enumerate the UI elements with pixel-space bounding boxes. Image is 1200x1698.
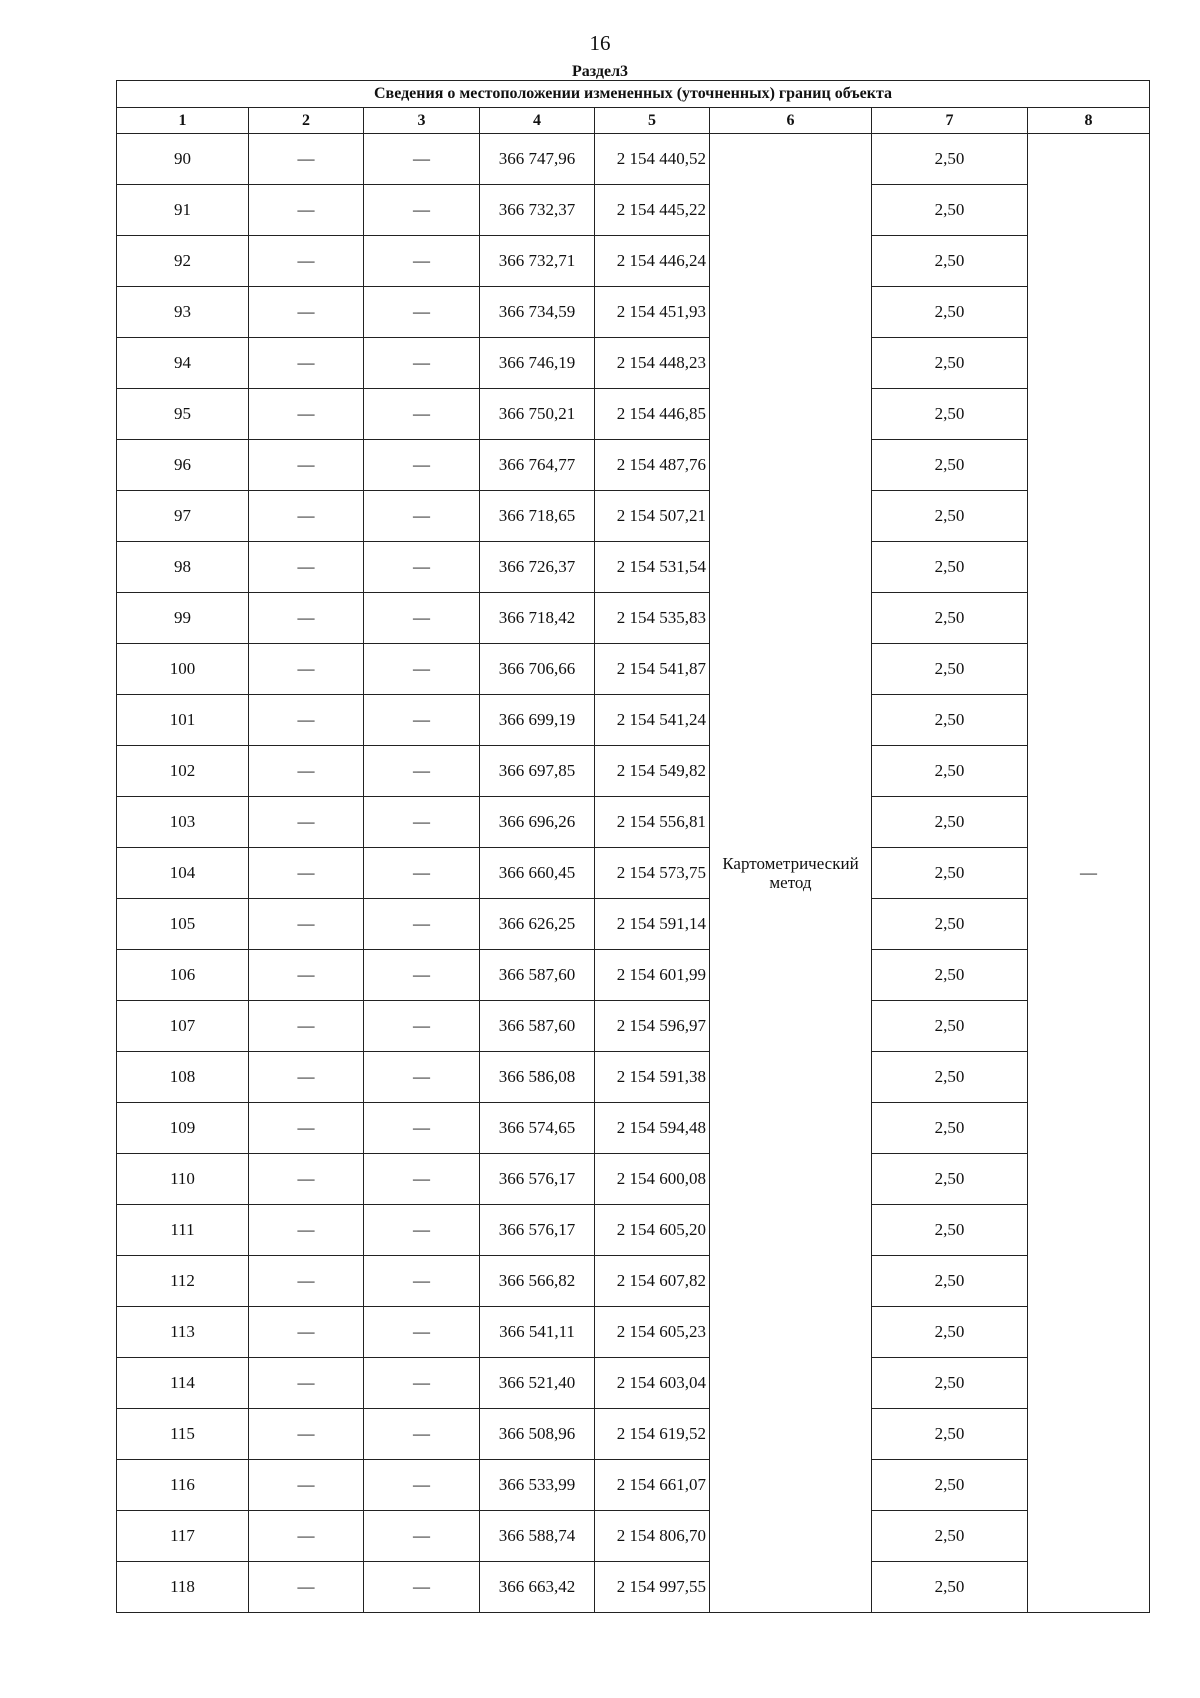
dash-cell: — [249,134,364,185]
y-coordinate-cell: 2 154 541,24 [595,695,710,746]
x-coordinate-cell: 366 588,74 [480,1511,595,1562]
point-number-cell: 104 [117,848,249,899]
point-number-cell: 111 [117,1205,249,1256]
x-coordinate-cell: 366 764,77 [480,440,595,491]
table-row [117,1409,1150,1460]
y-coordinate-cell: 2 154 448,23 [595,338,710,389]
x-coordinate-cell: 366 660,45 [480,848,595,899]
x-coordinate-cell: 366 566,82 [480,1256,595,1307]
table-row [117,848,1150,899]
error-cell: 2,50 [872,695,1028,746]
point-number-cell: 100 [117,644,249,695]
y-coordinate-cell: 2 154 591,14 [595,899,710,950]
table-row [117,1103,1150,1154]
point-number-cell: 92 [117,236,249,287]
error-cell: 2,50 [872,1001,1028,1052]
error-cell: 2,50 [872,899,1028,950]
y-coordinate-cell: 2 154 487,76 [595,440,710,491]
error-cell: 2,50 [872,1562,1028,1613]
x-coordinate-cell: 366 747,96 [480,134,595,185]
dash-cell: — [249,1154,364,1205]
x-coordinate-cell: 366 533,99 [480,1460,595,1511]
dash-cell: — [364,1562,480,1613]
table-caption: Сведения о местоположении измененных (уточненных) границ объекта [117,81,1150,108]
table-row [117,134,1150,185]
boundary-coordinates-table [116,80,1150,1613]
error-cell: 2,50 [872,338,1028,389]
error-cell: 2,50 [872,1511,1028,1562]
error-cell: 2,50 [872,797,1028,848]
x-coordinate-cell: 366 706,66 [480,644,595,695]
dash-cell: — [364,1409,480,1460]
dash-cell: — [364,542,480,593]
dash-cell: — [249,593,364,644]
x-coordinate-cell: 366 521,40 [480,1358,595,1409]
y-coordinate-cell: 2 154 446,85 [595,389,710,440]
dash-cell: — [364,1001,480,1052]
point-number-cell: 106 [117,950,249,1001]
dash-cell: — [364,797,480,848]
table-row [117,695,1150,746]
x-coordinate-cell: 366 718,42 [480,593,595,644]
x-coordinate-cell: 366 732,71 [480,236,595,287]
error-cell: 2,50 [872,542,1028,593]
dash-cell: — [249,848,364,899]
y-coordinate-cell: 2 154 601,99 [595,950,710,1001]
column-number: 6 [710,108,872,134]
error-cell: 2,50 [872,593,1028,644]
point-number-cell: 115 [117,1409,249,1460]
column-number-row [117,108,1150,134]
table-row [117,236,1150,287]
y-coordinate-cell: 2 154 446,24 [595,236,710,287]
point-number-cell: 112 [117,1256,249,1307]
y-coordinate-cell: 2 154 541,87 [595,644,710,695]
y-coordinate-cell: 2 154 594,48 [595,1103,710,1154]
error-cell: 2,50 [872,236,1028,287]
error-cell: 2,50 [872,1256,1028,1307]
dash-cell: — [364,1460,480,1511]
dash-cell: — [364,491,480,542]
x-coordinate-cell: 366 726,37 [480,542,595,593]
table-row [117,1562,1150,1613]
dash-cell: — [249,1052,364,1103]
y-coordinate-cell: 2 154 535,83 [595,593,710,644]
error-cell: 2,50 [872,1205,1028,1256]
point-number-cell: 103 [117,797,249,848]
x-coordinate-cell: 366 508,96 [480,1409,595,1460]
y-coordinate-cell: 2 154 556,81 [595,797,710,848]
point-number-cell: 118 [117,1562,249,1613]
point-number-cell: 98 [117,542,249,593]
error-cell: 2,50 [872,644,1028,695]
y-coordinate-cell: 2 154 531,54 [595,542,710,593]
dash-cell: — [249,440,364,491]
dash-cell: — [364,287,480,338]
dash-cell: — [249,1103,364,1154]
x-coordinate-cell: 366 718,65 [480,491,595,542]
table-row [117,1052,1150,1103]
table-row [117,338,1150,389]
y-coordinate-cell: 2 154 605,23 [595,1307,710,1358]
point-number-cell: 99 [117,593,249,644]
y-coordinate-cell: 2 154 661,07 [595,1460,710,1511]
x-coordinate-cell: 366 586,08 [480,1052,595,1103]
x-coordinate-cell: 366 587,60 [480,1001,595,1052]
point-number-cell: 102 [117,746,249,797]
y-coordinate-cell: 2 154 451,93 [595,287,710,338]
x-coordinate-cell: 366 576,17 [480,1205,595,1256]
table-row [117,1307,1150,1358]
table-row [117,644,1150,695]
table-row [117,491,1150,542]
point-number-cell: 105 [117,899,249,950]
dash-cell: — [364,950,480,1001]
dash-cell: — [249,644,364,695]
dash-cell: — [364,389,480,440]
dash-cell: — [364,236,480,287]
dash-cell: — [249,185,364,236]
x-coordinate-cell: 366 699,19 [480,695,595,746]
point-number-cell: 116 [117,1460,249,1511]
x-coordinate-cell: 366 746,19 [480,338,595,389]
y-coordinate-cell: 2 154 573,75 [595,848,710,899]
error-cell: 2,50 [872,1460,1028,1511]
table-row [117,542,1150,593]
table-row [117,389,1150,440]
x-coordinate-cell: 366 696,26 [480,797,595,848]
dash-cell: — [364,1205,480,1256]
column-number: 5 [595,108,710,134]
y-coordinate-cell: 2 154 607,82 [595,1256,710,1307]
point-number-cell: 114 [117,1358,249,1409]
y-coordinate-cell: 2 154 591,38 [595,1052,710,1103]
table-row [117,1511,1150,1562]
dash-cell: — [249,287,364,338]
dash-cell: — [364,134,480,185]
x-coordinate-cell: 366 576,17 [480,1154,595,1205]
error-cell: 2,50 [872,1103,1028,1154]
point-number-cell: 108 [117,1052,249,1103]
dash-cell: — [364,1307,480,1358]
dash-cell: — [364,338,480,389]
table-row [117,1154,1150,1205]
y-coordinate-cell: 2 154 445,22 [595,185,710,236]
dash-cell: — [249,1256,364,1307]
column-number: 1 [117,108,249,134]
column-8-cell: — [1028,134,1150,1613]
point-number-cell: 97 [117,491,249,542]
dash-cell: — [249,1511,364,1562]
table-row [117,593,1150,644]
dash-cell: — [249,1562,364,1613]
dash-cell: — [249,1358,364,1409]
dash-cell: — [364,899,480,950]
dash-cell: — [249,1307,364,1358]
error-cell: 2,50 [872,950,1028,1001]
error-cell: 2,50 [872,440,1028,491]
table-row [117,1256,1150,1307]
point-number-cell: 90 [117,134,249,185]
x-coordinate-cell: 366 697,85 [480,746,595,797]
y-coordinate-cell: 2 154 596,97 [595,1001,710,1052]
dash-cell: — [249,746,364,797]
dash-cell: — [249,491,364,542]
y-coordinate-cell: 2 154 440,52 [595,134,710,185]
error-cell: 2,50 [872,1052,1028,1103]
dash-cell: — [364,1154,480,1205]
dash-cell: — [249,1205,364,1256]
table-row [117,797,1150,848]
dash-cell: — [364,1511,480,1562]
error-cell: 2,50 [872,491,1028,542]
y-coordinate-cell: 2 154 507,21 [595,491,710,542]
dash-cell: — [364,185,480,236]
dash-cell: — [249,236,364,287]
y-coordinate-cell: 2 154 997,55 [595,1562,710,1613]
point-number-cell: 91 [117,185,249,236]
point-number-cell: 96 [117,440,249,491]
x-coordinate-cell: 366 626,25 [480,899,595,950]
error-cell: 2,50 [872,1409,1028,1460]
dash-cell: — [249,1460,364,1511]
error-cell: 2,50 [872,746,1028,797]
x-coordinate-cell: 366 574,65 [480,1103,595,1154]
dash-cell: — [364,440,480,491]
point-number-cell: 93 [117,287,249,338]
dash-cell: — [364,1358,480,1409]
method-cell: Картометрический метод [710,134,872,1613]
table-row [117,950,1150,1001]
page-number: 16 [589,31,611,55]
dash-cell: — [364,1256,480,1307]
table-row [117,899,1150,950]
table-row [117,1205,1150,1256]
y-coordinate-cell: 2 154 600,08 [595,1154,710,1205]
dash-cell: — [249,1409,364,1460]
dash-cell: — [364,1052,480,1103]
table-row [117,440,1150,491]
table-row [117,185,1150,236]
dash-cell: — [249,389,364,440]
point-number-cell: 94 [117,338,249,389]
point-number-cell: 117 [117,1511,249,1562]
point-number-cell: 110 [117,1154,249,1205]
dash-cell: — [364,644,480,695]
table-row [117,1358,1150,1409]
dash-cell: — [364,593,480,644]
point-number-cell: 95 [117,389,249,440]
dash-cell: — [364,746,480,797]
dash-cell: — [249,542,364,593]
error-cell: 2,50 [872,389,1028,440]
point-number-cell: 101 [117,695,249,746]
table-row [117,746,1150,797]
y-coordinate-cell: 2 154 605,20 [595,1205,710,1256]
dash-cell: — [249,797,364,848]
x-coordinate-cell: 366 541,11 [480,1307,595,1358]
point-number-cell: 109 [117,1103,249,1154]
error-cell: 2,50 [872,1154,1028,1205]
column-number: 4 [480,108,595,134]
error-cell: 2,50 [872,185,1028,236]
error-cell: 2,50 [872,1358,1028,1409]
error-cell: 2,50 [872,848,1028,899]
dash-cell: — [364,695,480,746]
x-coordinate-cell: 366 732,37 [480,185,595,236]
column-number: 3 [364,108,480,134]
x-coordinate-cell: 366 663,42 [480,1562,595,1613]
table-row [117,287,1150,338]
error-cell: 2,50 [872,1307,1028,1358]
dash-cell: — [364,1103,480,1154]
section-title: Раздел3 [571,63,629,80]
dash-cell: — [249,338,364,389]
dash-cell: — [249,950,364,1001]
y-coordinate-cell: 2 154 619,52 [595,1409,710,1460]
error-cell: 2,50 [872,287,1028,338]
point-number-cell: 107 [117,1001,249,1052]
dash-cell: — [364,848,480,899]
error-cell: 2,50 [872,134,1028,185]
point-number-cell: 113 [117,1307,249,1358]
table-row [117,1460,1150,1511]
x-coordinate-cell: 366 750,21 [480,389,595,440]
table-row [117,1001,1150,1052]
y-coordinate-cell: 2 154 603,04 [595,1358,710,1409]
dash-cell: — [249,899,364,950]
column-number: 7 [872,108,1028,134]
y-coordinate-cell: 2 154 549,82 [595,746,710,797]
x-coordinate-cell: 366 587,60 [480,950,595,1001]
dash-cell: — [249,1001,364,1052]
dash-cell: — [249,695,364,746]
column-number: 8 [1028,108,1150,134]
column-number: 2 [249,108,364,134]
x-coordinate-cell: 366 734,59 [480,287,595,338]
y-coordinate-cell: 2 154 806,70 [595,1511,710,1562]
